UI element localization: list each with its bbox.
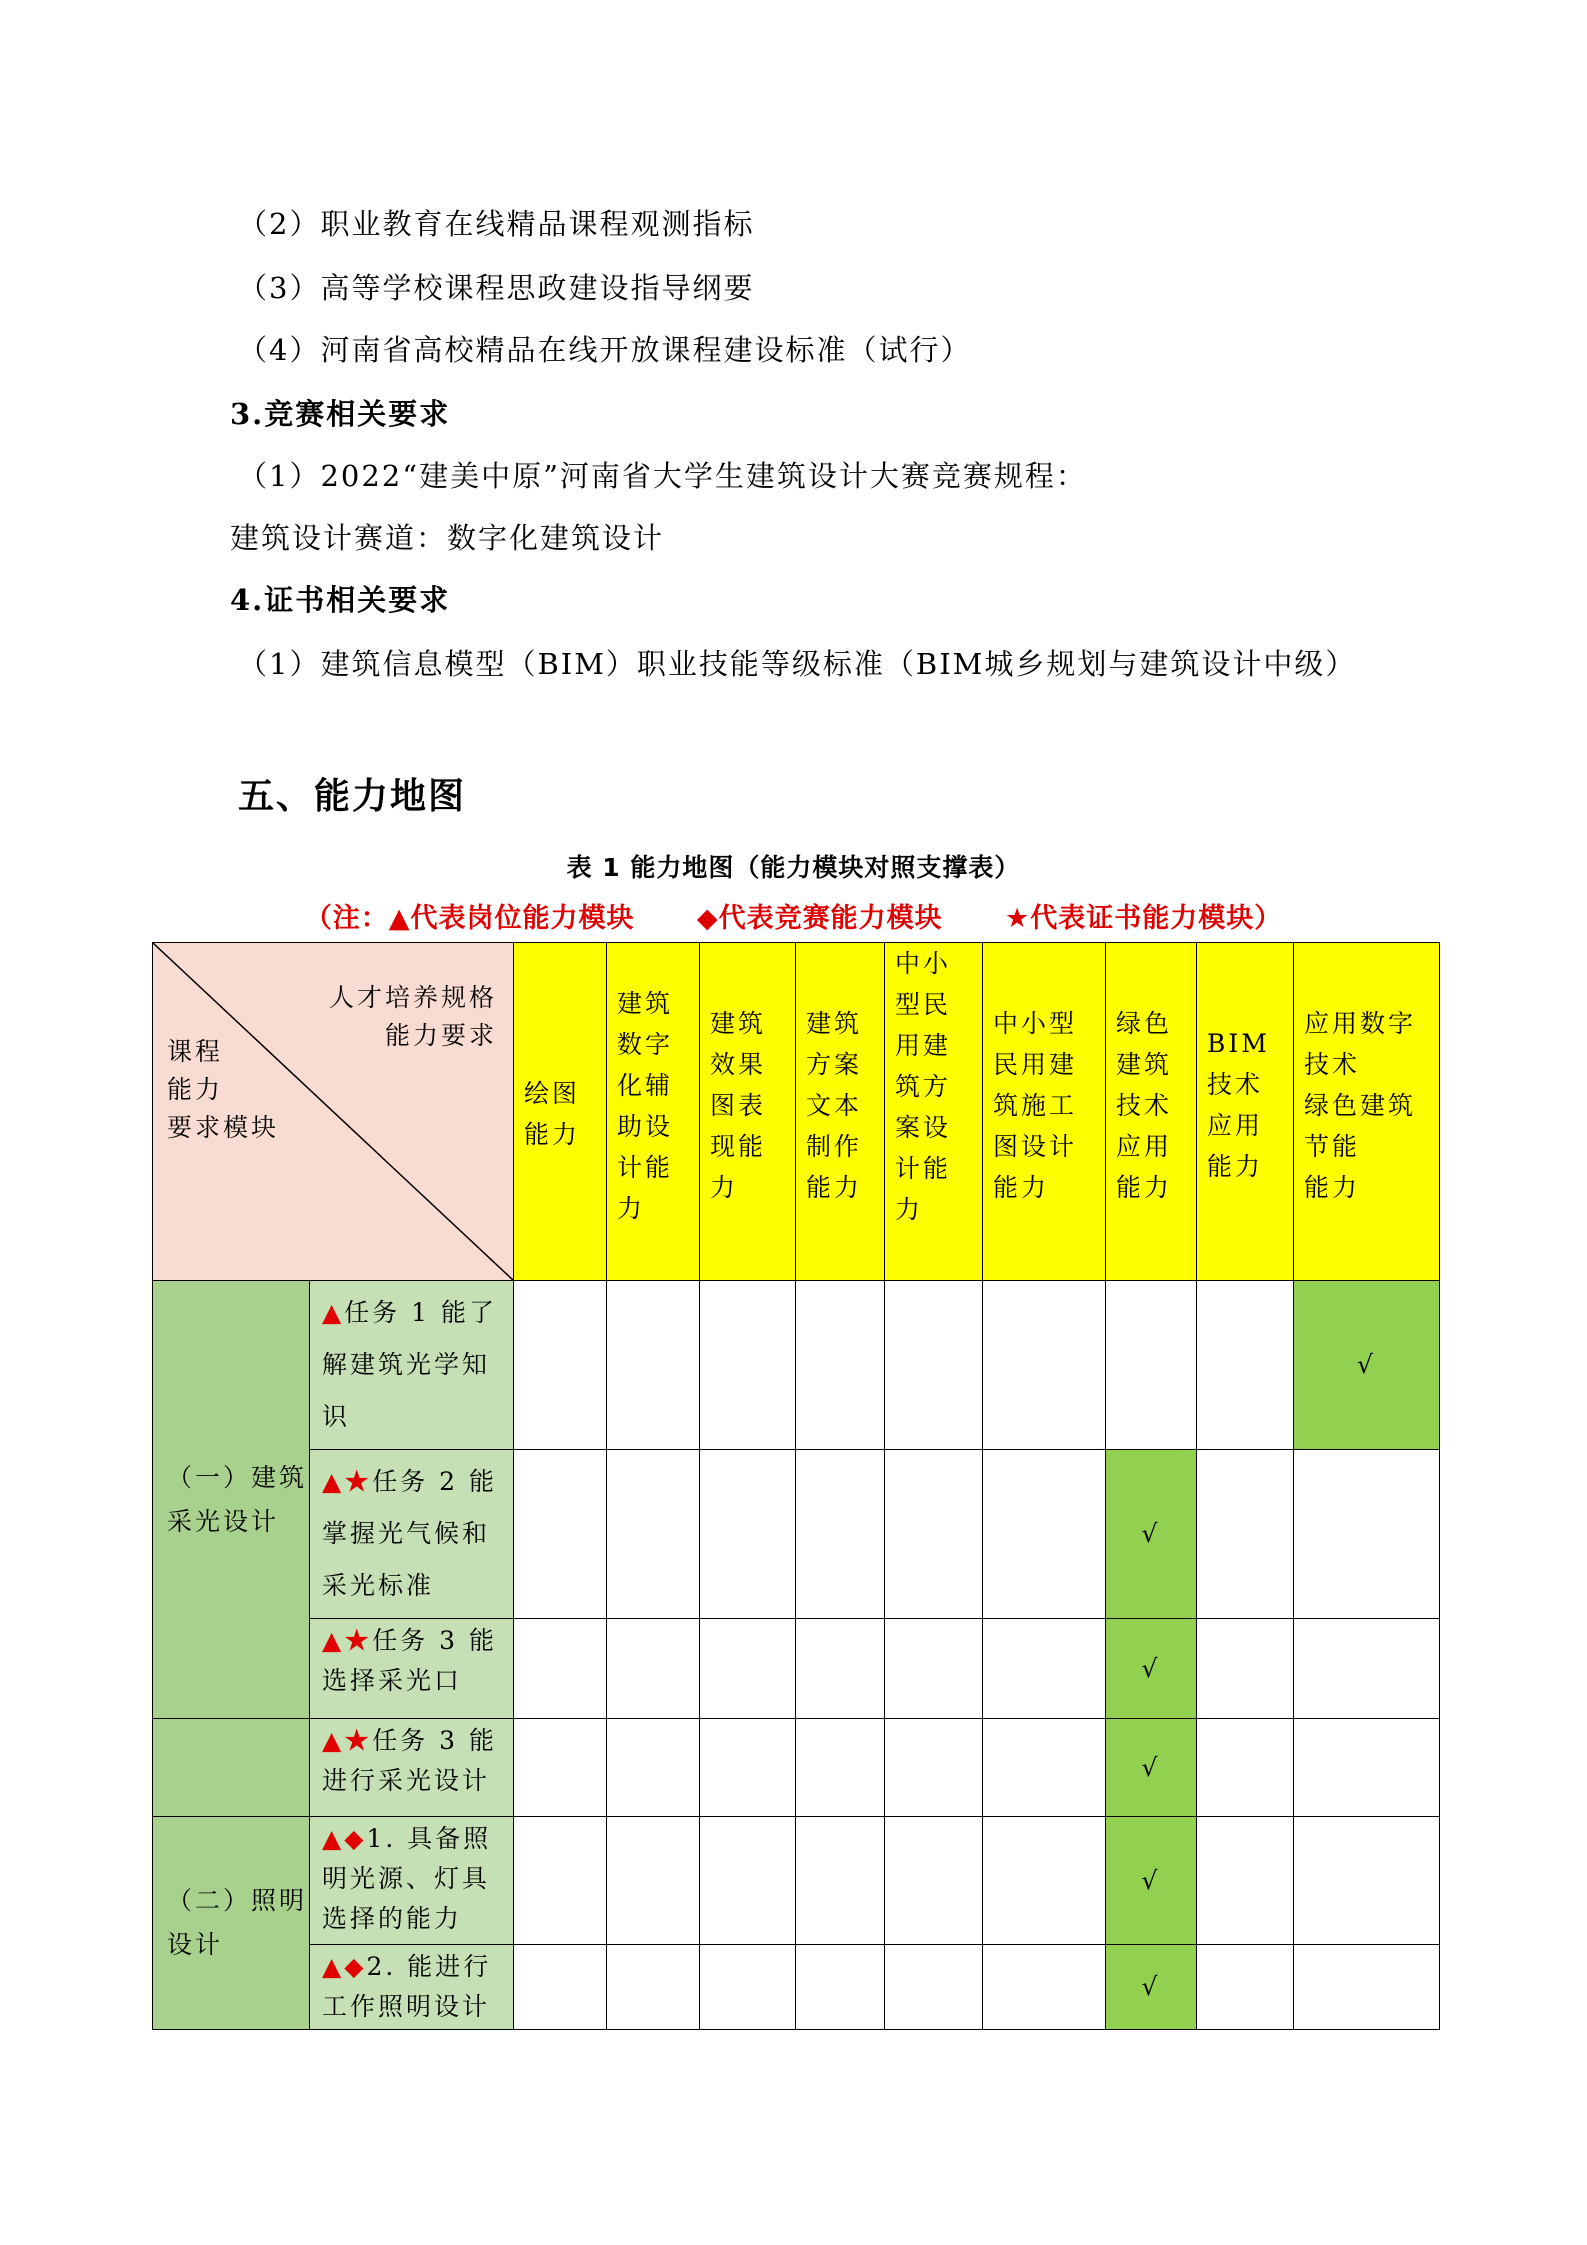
intro-line: 3.竞赛相关要求 xyxy=(230,397,451,431)
empty-cell xyxy=(796,1945,885,2030)
table-corner-cell xyxy=(153,943,514,1281)
task-marks: ▲★ xyxy=(322,1467,373,1496)
column-header xyxy=(983,943,1106,1281)
table-caption: 表 1 能力地图（能力模块对照支撑表） xyxy=(566,853,1021,882)
task-cell xyxy=(310,1817,514,1945)
column-header-label: 中小 型民 用建 筑方 案设 计能 力 xyxy=(895,949,952,1224)
column-header xyxy=(885,943,983,1281)
task-cell xyxy=(310,1945,514,2030)
empty-cell xyxy=(607,1450,700,1619)
column-header xyxy=(607,943,700,1281)
intro-line: （4）河南省高校精品在线开放课程建设标准（试行） xyxy=(238,333,972,367)
empty-cell xyxy=(1294,1619,1440,1719)
column-header-label: 建筑 数字 化辅 助设 计能 力 xyxy=(617,989,674,1223)
empty-cell xyxy=(885,1450,983,1619)
module-name-cell: （一）建筑 采光设计 xyxy=(153,1281,310,1719)
intro-line: （3）高等学校课程思政建设指导纲要 xyxy=(238,271,755,305)
column-header xyxy=(1106,943,1197,1281)
intro-line: 建筑设计赛道：数字化建筑设计 xyxy=(230,521,665,555)
task-text: 任务 2 能 掌握光气候和 采光标准 xyxy=(322,1467,498,1600)
check-cell xyxy=(1106,1817,1197,1945)
intro-line: 4.证书相关要求 xyxy=(230,583,451,617)
section-title: 五、能力地图 xyxy=(238,776,467,817)
column-header xyxy=(700,943,796,1281)
check-cell xyxy=(1106,1450,1197,1619)
corner-top-label: 人才培养规格 能力要求 xyxy=(328,983,497,1050)
check-mark: √ xyxy=(1141,1865,1161,1895)
empty-cell xyxy=(885,1945,983,2030)
empty-cell xyxy=(796,1450,885,1619)
empty-cell xyxy=(607,1619,700,1719)
column-header xyxy=(514,943,607,1281)
column-header xyxy=(796,943,885,1281)
task-text: 任务 3 能 选择采光口 xyxy=(322,1626,498,1695)
empty-cell xyxy=(983,1281,1106,1450)
empty-cell xyxy=(514,1945,607,2030)
task-cell xyxy=(310,1281,514,1450)
task-text: 1. 具备照 明光源、灯具 选择的能力 xyxy=(322,1824,492,1933)
empty-cell xyxy=(700,1450,796,1619)
empty-cell xyxy=(983,1817,1106,1945)
column-header xyxy=(1197,943,1294,1281)
task-cell xyxy=(310,1619,514,1719)
empty-cell xyxy=(514,1450,607,1619)
empty-cell xyxy=(983,1450,1106,1619)
task-text: 任务 1 能了 解建筑光学知 识 xyxy=(322,1298,498,1431)
column-header-label: 绿色 建筑 技术 应用 能力 xyxy=(1116,1009,1173,1202)
column-header-label: BIM 技术 应用 能力 xyxy=(1207,1029,1270,1181)
empty-cell xyxy=(885,1719,983,1817)
intro-line: （1）2022“建美中原”河南省大学生建筑设计大赛竞赛规程： xyxy=(238,459,1087,493)
check-mark: √ xyxy=(1357,1350,1376,1379)
empty-cell xyxy=(796,1619,885,1719)
empty-cell xyxy=(1197,1450,1294,1619)
empty-cell xyxy=(700,1719,796,1817)
check-cell xyxy=(1106,1719,1197,1817)
task-cell xyxy=(310,1450,514,1619)
ability-map-table xyxy=(152,942,1440,2030)
module-name-cell xyxy=(153,1719,310,1817)
check-cell xyxy=(1106,1945,1197,2030)
empty-cell xyxy=(700,1945,796,2030)
empty-cell xyxy=(796,1719,885,1817)
empty-cell xyxy=(1294,1450,1440,1619)
column-header-label: 中小型 民用建 筑施工 图设计 能力 xyxy=(993,1009,1078,1202)
empty-cell xyxy=(1294,1817,1440,1945)
empty-cell xyxy=(1197,1945,1294,2030)
empty-cell xyxy=(885,1281,983,1450)
empty-cell xyxy=(983,1945,1106,2030)
empty-cell xyxy=(885,1817,983,1945)
empty-cell xyxy=(607,1281,700,1450)
empty-cell xyxy=(1197,1719,1294,1817)
check-cell xyxy=(1294,1281,1440,1450)
empty-cell xyxy=(1197,1281,1294,1450)
empty-cell xyxy=(514,1281,607,1450)
empty-cell xyxy=(1294,1945,1440,2030)
column-header-label: 建筑 方案 文本 制作 能力 xyxy=(806,1009,863,1202)
empty-cell xyxy=(514,1719,607,1817)
empty-cell xyxy=(700,1817,796,1945)
check-mark: √ xyxy=(1141,1653,1161,1683)
empty-cell xyxy=(514,1817,607,1945)
check-mark: √ xyxy=(1141,1519,1161,1548)
column-header xyxy=(1294,943,1440,1281)
empty-cell xyxy=(607,1719,700,1817)
empty-cell xyxy=(1294,1719,1440,1817)
module-name-cell: （二）照明 设计 xyxy=(153,1817,310,2030)
empty-cell xyxy=(700,1281,796,1450)
empty-cell xyxy=(1197,1619,1294,1719)
table-legend: （注：▲代表岗位能力模块 ◆代表竞赛能力模块 ★代表证书能力模块） xyxy=(304,903,1283,934)
task-marks: ▲★ xyxy=(322,1626,373,1655)
empty-cell xyxy=(1197,1817,1294,1945)
intro-line: （2）职业教育在线精品课程观测指标 xyxy=(238,207,755,241)
check-mark: √ xyxy=(1141,1972,1161,2001)
column-header-label: 应用数字 技术 绿色建筑 节能 能力 xyxy=(1304,1009,1417,1202)
task-marks: ▲◆ xyxy=(322,1824,367,1853)
task-marks: ▲◆ xyxy=(322,1952,367,1981)
empty-cell xyxy=(607,1817,700,1945)
empty-cell xyxy=(983,1719,1106,1817)
task-text: 任务 3 能 进行采光设计 xyxy=(322,1726,498,1795)
column-header-label: 绘图 能力 xyxy=(524,1079,581,1149)
task-marks: ▲ xyxy=(322,1298,345,1327)
task-marks: ▲★ xyxy=(322,1726,373,1755)
corner-bottom-label: 课程 能力 要求模块 xyxy=(167,1037,280,1142)
empty-cell xyxy=(1106,1281,1197,1450)
empty-cell xyxy=(983,1619,1106,1719)
check-mark: √ xyxy=(1141,1752,1161,1782)
check-cell xyxy=(1106,1619,1197,1719)
empty-cell xyxy=(796,1817,885,1945)
column-header-label: 建筑 效果 图表 现能 力 xyxy=(710,1009,767,1202)
empty-cell xyxy=(607,1945,700,2030)
task-text: 2. 能进行 工作照明设计 xyxy=(322,1952,492,2021)
empty-cell xyxy=(514,1619,607,1719)
empty-cell xyxy=(885,1619,983,1719)
empty-cell xyxy=(700,1619,796,1719)
intro-line: （1）建筑信息模型（BIM）职业技能等级标准（BIM城乡规划与建筑设计中级） xyxy=(238,647,1357,681)
task-cell xyxy=(310,1719,514,1817)
empty-cell xyxy=(796,1281,885,1450)
